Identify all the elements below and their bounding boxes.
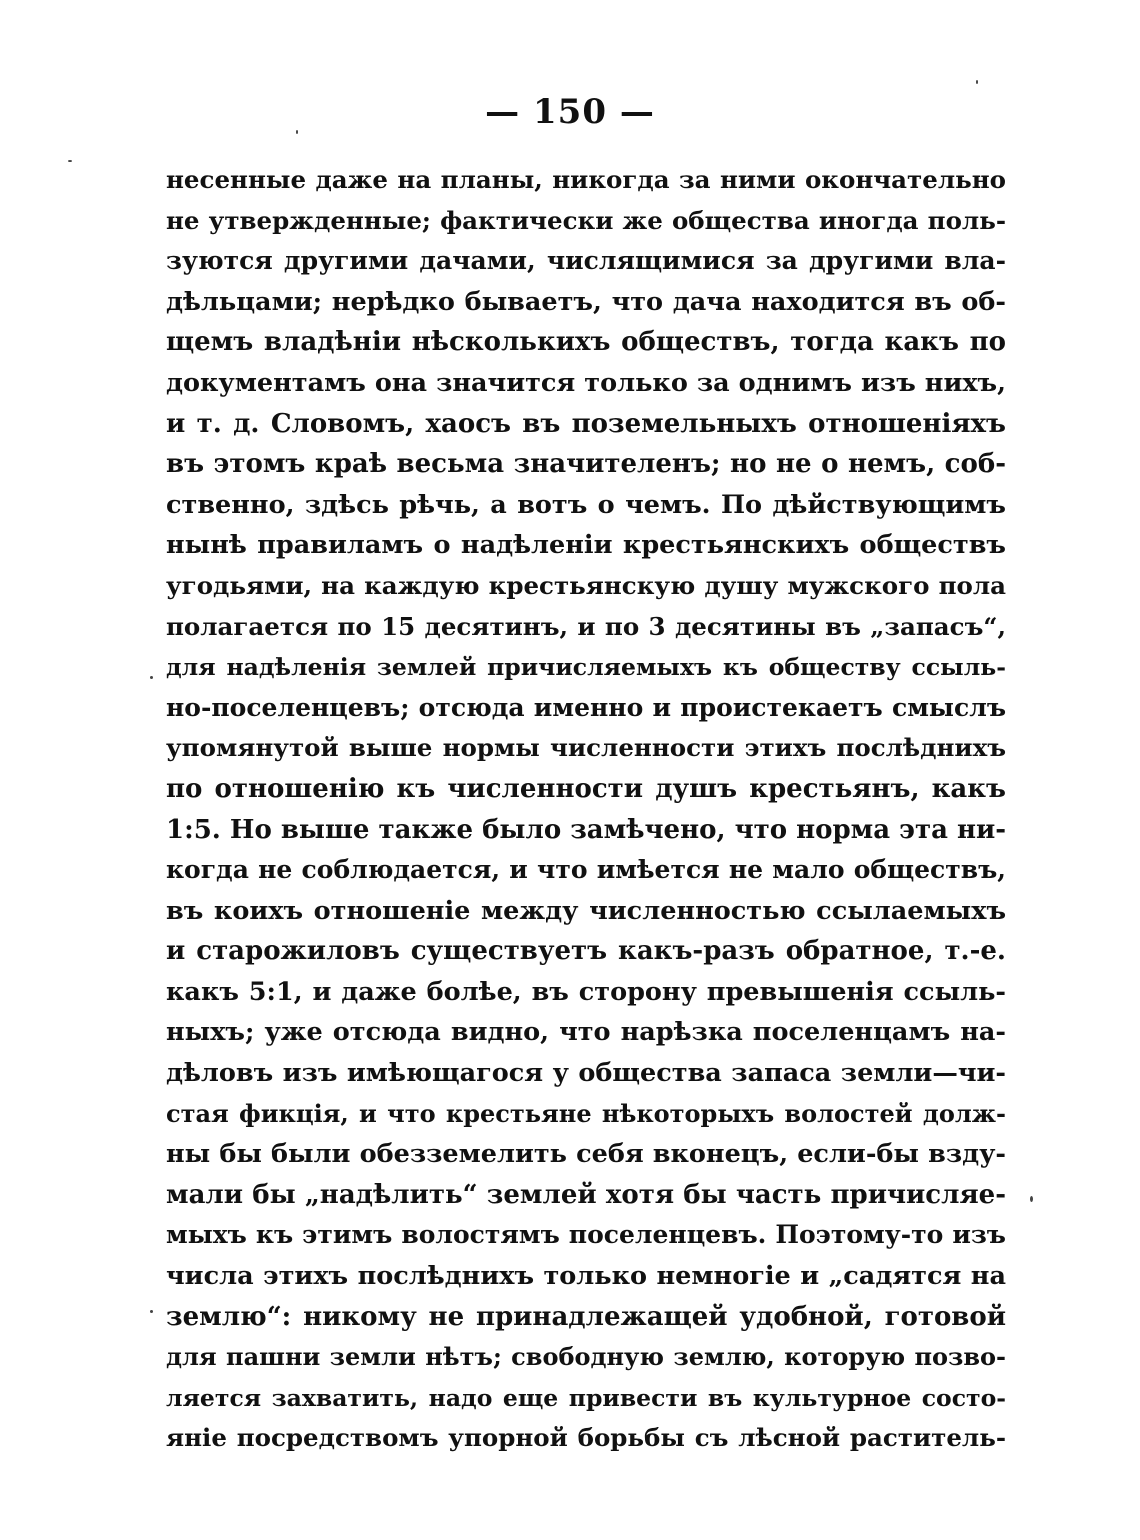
scan-speck [150,676,153,679]
scan-speck [296,130,298,134]
text-line: мали бы „надѣлить“ землей хотя бы часть причисляе- [166,1179,1006,1210]
text-line: землю“: никому не принадлежащей удобной, готовой [166,1301,1006,1332]
text-line: дѣльцами; нерѣдко бываетъ, что дача находится въ об- [166,286,1006,317]
text-line: документамъ она значится только за однимъ изъ нихъ, [166,367,1006,398]
text-line: ны бы были обезземелить себя вконецъ, если-бы взду- [166,1139,1006,1170]
text-line: мыхъ къ этимъ волостямъ поселенцевъ. Поэтому-то изъ [166,1220,1006,1250]
text-line: для пашни земли нѣтъ; свободную землю, которую позво- [166,1342,1006,1372]
text-line: угодьями, на каждую крестьянскую душу мужского пола [166,570,1006,600]
text-line: ляется захватить, надо еще привести въ культурное состо- [166,1383,1006,1412]
text-line: въ коихъ отношеніе между численностью ссылаемыхъ [166,895,1006,926]
text-line: несенные даже на планы, никогда за ними окончательно [166,165,1006,194]
text-line: полагается по 15 десятинъ, и по 3 десятины въ „запасъ“, [166,611,1006,641]
text-line: 1:5. Но выше также было замѣчено, что норма эта ни- [166,814,1006,845]
text-line: зуются другими дачами, числящимися за другими вла- [166,246,1006,276]
scan-speck [150,1310,153,1313]
text-line: и т. д. Словомъ, хаосъ въ поземельныхъ отношеніяхъ [166,408,1006,439]
text-line: ственно, здѣсь рѣчь, а вотъ о чемъ. По дѣйствующимъ [166,489,1006,520]
text-line: ныхъ; уже отсюда видно, что нарѣзка поселенцамъ на- [166,1017,1006,1048]
text-line: но-поселенцевъ; отсюда именно и проистекаетъ смыслъ [166,692,1006,722]
text-line: щемъ владѣніи нѣсколькихъ обществъ, тогда какъ по [166,327,1006,358]
text-line: когда не соблюдается, и что имѣется не мало обществъ, [166,855,1006,885]
scan-speck [68,160,72,162]
text-line: для надѣленія землей причисляемыхъ къ обществу ссыль- [166,653,1006,682]
scan-speck [1030,1196,1033,1202]
body-text [166,160,1006,1459]
text-line: не утвержденные; фактически же общества иногда поль- [166,205,1006,235]
text-line: яніе посредствомъ упорной борьбы съ лѣсной раститель- [166,1423,1006,1453]
text-line: какъ 5:1, и даже болѣе, въ сторону превышенія ссыль- [166,976,1006,1007]
text-line: стая фикція, и что крестьяне нѣкоторыхъ волостей долж- [166,1098,1006,1128]
text-line: нынѣ правиламъ о надѣленіи крестьянскихъ обществъ [166,530,1006,561]
scan-speck [976,80,978,84]
page-number: — 150 — [485,92,655,132]
text-line: по отношенію къ численности душъ крестьянъ, какъ [166,773,1006,804]
text-line: упомянутой выше нормы численности этихъ послѣднихъ [166,733,1006,763]
text-line: и старожиловъ существуетъ какъ-разъ обратное, т.-е. [166,936,1006,967]
text-line: въ этомъ краѣ весьма значителенъ; но не о немъ, соб- [166,449,1006,480]
text-line: дѣловъ изъ имѣющагося у общества запаса земли—чи- [166,1058,1006,1089]
text-line: числа этихъ послѣднихъ только немногіе и „садятся на [166,1261,1006,1292]
